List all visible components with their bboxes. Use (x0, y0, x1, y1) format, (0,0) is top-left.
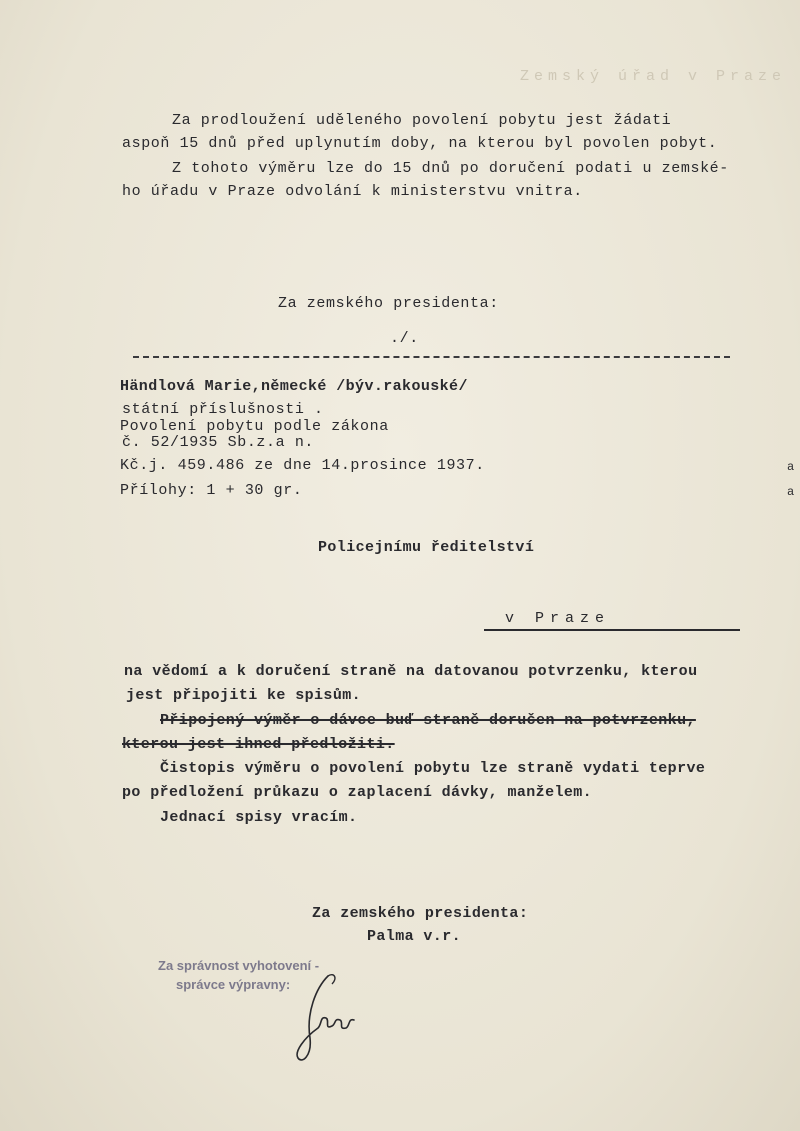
margin-mark-2: a (787, 485, 795, 499)
first-signature-heading: Za zemského presidenta: (278, 295, 499, 312)
bleed-through-header: Zemský úřad v Praze (520, 68, 787, 85)
addressee-underline (484, 629, 740, 631)
reference-line-6: Přílohy: 1 + 30 gr. (120, 482, 303, 499)
handwritten-signature (288, 968, 368, 1068)
closing-heading: Za zemského presidenta: (312, 905, 529, 922)
top-paragraph-line-2: aspoň 15 dnů před uplynutím doby, na kterou byl povolen pobyt. (122, 135, 718, 152)
verification-stamp-line-1: Za správnost vyhotovení - (158, 958, 320, 973)
closing-name: Palma v.r. (367, 928, 462, 945)
body-line-6: po předložení průkazu o zaplacení dávky, manželem. (122, 784, 593, 801)
first-signature-mark: ./. (390, 330, 419, 347)
reference-line-2: státní příslušnosti . (122, 401, 324, 418)
body-line-5: Čistopis výměru o povolení pobytu lze straně vydati teprve (160, 760, 706, 777)
body-line-2: jest připojiti ke spisům. (126, 687, 362, 704)
margin-mark-1: a (787, 460, 795, 474)
reference-line-5: Kč.j. 459.486 ze dne 14.prosince 1937. (120, 457, 485, 474)
dashed-separator (133, 356, 730, 358)
reference-line-1: Händlová Marie,německé /býv.rakouské/ (120, 378, 468, 395)
addressee-location: v Praze (505, 610, 611, 627)
top-paragraph-line-3: Z tohoto výměru lze do 15 dnů po doručení podati u zemské- (172, 160, 729, 177)
verification-stamp-line-2: správce výpravny: (176, 977, 291, 992)
reference-line-4: č. 52/1935 Sb.z.a n. (122, 434, 315, 451)
reference-line-3: Povolení pobytu podle zákona (120, 418, 389, 435)
addressee-name: Policejnímu ředitelství (318, 539, 535, 556)
body-line-1: na vědomí a k doručení straně na datovanou potvrzenku, kterou (124, 663, 698, 680)
top-paragraph-line-4: ho úřadu v Praze odvolání k ministerstvu vnitra. (122, 183, 583, 200)
body-line-7: Jednací spisy vracím. (160, 809, 358, 826)
top-paragraph-line-1: Za prodloužení uděleného povolení pobytu jest žádati (172, 112, 672, 129)
body-struck-line-2: kterou jest ihned předložiti. (122, 736, 395, 753)
body-struck-line-1: Připojený výměr o dávce buď straně doručen na potvrzenku, (160, 712, 696, 729)
